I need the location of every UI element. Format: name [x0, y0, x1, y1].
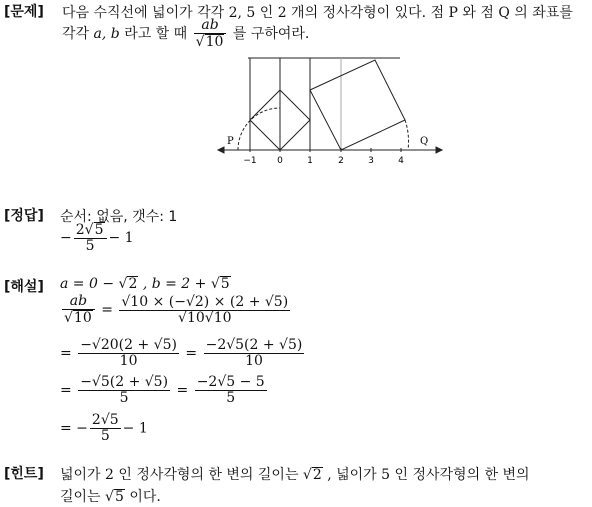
- explanation-label: [해설]: [4, 279, 44, 295]
- problem-line2: 각각 a, b 라고 할 때 $\frac{ab}{√10}$ 를 구하여라.: [62, 17, 310, 50]
- hint-line2: 길이는 √5 이다.: [60, 489, 161, 505]
- explanation-line1: a = 0 − √2 , b = 2 + √5: [60, 276, 230, 292]
- large-square: [310, 60, 405, 150]
- tick-label: 4: [398, 156, 404, 166]
- answer-label: [정답]: [4, 208, 44, 224]
- point-p-label: P: [227, 136, 234, 147]
- tick-label: 0: [277, 156, 283, 166]
- tick-label: 2: [338, 156, 344, 166]
- hint-line1: 넓이가 2 인 정사각형의 한 변의 길이는 √2 , 넓이가 5 인 정사각형의 한 변의: [60, 467, 530, 483]
- problem-line1: 다음 수직선에 넓이가 각각 2, 5 인 2 개의 정사각형이 있다. 점 P 와 점 Q 의 좌표를: [62, 5, 573, 21]
- explanation-step4: = − $\frac{2√5}{5}$ − 1: [60, 412, 148, 444]
- problem-fraction: $\frac{ab}{√10}$: [194, 18, 227, 50]
- answer-line1: 순서: 없음, 갯수: 1: [60, 209, 178, 225]
- tick-label: −1: [243, 156, 257, 166]
- answer-value: − $\frac{2√5}{5}$ − 1: [60, 222, 134, 254]
- tick-label: 3: [368, 156, 374, 166]
- problem-label: [문제]: [4, 4, 44, 20]
- hint-label: [힌트]: [4, 466, 44, 482]
- number-line-diagram: [210, 56, 450, 168]
- explanation-step3: = $\frac{-√5(2 + √5)}{5}$ = $\frac{-2√5 - 5}{5}$: [60, 374, 265, 406]
- explanation-step1: $\frac{ab}{√10}$ = $\frac{√10 \times (-√2) \times (2 + √5)}{√10√10}$: [64, 293, 289, 326]
- tick-label: 1: [307, 156, 313, 166]
- explanation-step2: = $\frac{-√20(2 + √5)}{10}$ = $\frac{-2√5(2 + √5)}{10}$: [60, 337, 303, 369]
- arc-q: [405, 120, 409, 150]
- point-q-label: Q: [420, 136, 429, 147]
